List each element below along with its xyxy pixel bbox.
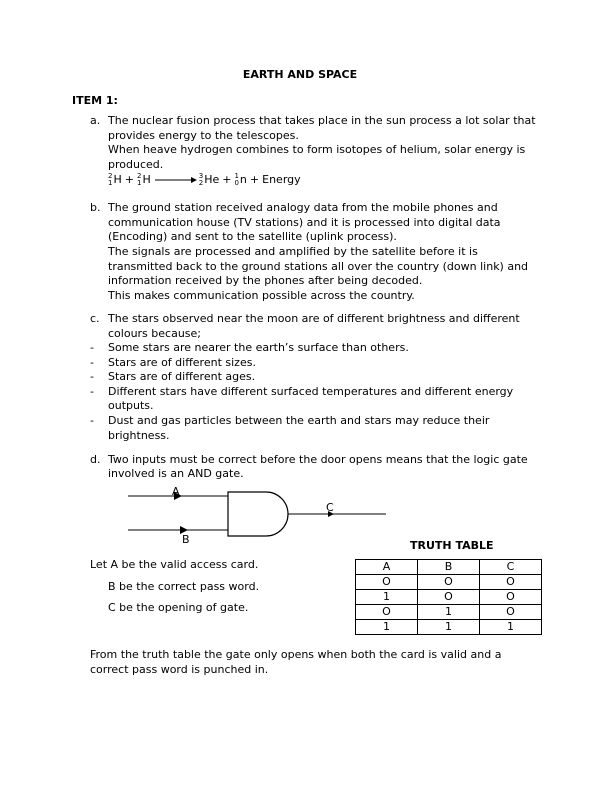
section-b-label: b. — [90, 201, 101, 214]
text-line: provides energy to the telescopes. — [108, 129, 299, 142]
bullet-dash: - — [90, 385, 94, 398]
section-c-label: c. — [90, 312, 100, 325]
nuclide-symbol: n — [239, 173, 247, 186]
plus-sign: + — [249, 173, 260, 186]
bullet-item: Stars are of different ages. — [108, 370, 256, 383]
and-gate-symbol-icon — [228, 492, 288, 536]
nuclide-numbers: 2 1 — [108, 171, 113, 187]
text-line: information received by the phones after being decoded. — [108, 274, 423, 287]
table-header-cell: B — [418, 560, 480, 575]
text-line: The nuclear fusion process that takes place in the sun process a lot solar that — [108, 114, 536, 127]
energy-term: Energy — [262, 173, 301, 186]
table-cell: O — [356, 605, 418, 620]
bullet-item: Some stars are nearer the earth’s surface than others. — [108, 341, 409, 354]
gate-label-a: A — [172, 485, 180, 498]
text-line: produced. — [108, 158, 164, 171]
gate-label-b: B — [182, 533, 190, 546]
table-cell: O — [480, 605, 542, 620]
and-gate-diagram — [118, 480, 398, 550]
nuclide-symbol: He — [204, 173, 220, 186]
table-cell: 1 — [480, 620, 542, 635]
table-row — [356, 605, 542, 620]
table-cell: 1 — [356, 590, 418, 605]
bullet-item: Stars are of different sizes. — [108, 356, 256, 369]
nuclide-numbers: 2 1 — [136, 171, 142, 187]
gate-label-c: C — [326, 501, 334, 514]
fusion-equation — [108, 172, 301, 187]
bullet-item: Different stars have different surfaced temperatures and different energy — [108, 385, 514, 398]
text-line: communication house (TV stations) and it is processed into digital data — [108, 216, 501, 229]
bullet-dash: - — [90, 341, 94, 354]
plus-sign: + — [222, 173, 232, 186]
item-heading: ITEM 1: — [72, 94, 118, 107]
page-title: EARTH AND SPACE — [242, 68, 358, 81]
text-line: The stars observed near the moon are of different brightness and different — [108, 312, 520, 325]
bullet-item-continued: outputs. — [108, 399, 154, 412]
table-row — [356, 590, 542, 605]
table-cell: O — [356, 575, 418, 590]
definition-a: Let A be the valid access card. — [90, 558, 259, 571]
conclusion-line: correct pass word is punched in. — [90, 663, 269, 676]
text-line: Two inputs must be correct before the door opens means that the logic gate — [108, 453, 528, 466]
table-cell: 1 — [356, 620, 418, 635]
text-line: colours because; — [108, 327, 202, 340]
text-line: When heave hydrogen combines to form isotopes of helium, solar energy is — [108, 143, 526, 156]
table-header-cell: A — [356, 560, 418, 575]
nuclide-symbol: H — [113, 173, 122, 186]
section-d-label: d. — [90, 453, 101, 466]
table-cell: O — [418, 590, 480, 605]
bullet-item: Dust and gas particles between the earth and stars may reduce their — [108, 414, 490, 427]
text-line: The ground station received analogy data from the mobile phones and — [108, 201, 498, 214]
table-header-cell: C — [480, 560, 542, 575]
table-row — [356, 575, 542, 590]
nuclide-numbers: 1 0 — [234, 171, 239, 187]
bullet-dash: - — [90, 414, 94, 427]
bullet-dash: - — [90, 356, 94, 369]
text-line: The signals are processed and amplified by the satellite before it is — [108, 245, 478, 258]
plus-sign: + — [124, 173, 134, 186]
table-cell: O — [418, 575, 480, 590]
bullet-dash: - — [90, 370, 94, 383]
text-line: This makes communication possible across the country. — [108, 289, 415, 302]
definition-c: C be the opening of gate. — [108, 601, 249, 614]
bullet-item-continued: brightness. — [108, 429, 170, 442]
conclusion-line: From the truth table the gate only opens when both the card is valid and a — [90, 648, 502, 661]
table-row — [356, 620, 542, 635]
table-cell: O — [480, 575, 542, 590]
truth-table-title: TRUTH TABLE — [410, 539, 494, 552]
text-line: transmitted back to the ground stations all over the country (down link) and — [108, 260, 529, 273]
text-line: (Encoding) and sent to the satellite (uplink process). — [108, 230, 397, 243]
text-line: involved is an AND gate. — [108, 467, 244, 480]
section-a-label: a. — [90, 114, 101, 127]
definition-b: B be the correct pass word. — [108, 580, 260, 593]
truth-table — [355, 559, 542, 635]
table-header-row — [356, 560, 542, 575]
nuclide-numbers: 3 2 — [198, 171, 204, 187]
reaction-arrow-icon — [153, 175, 197, 185]
table-cell: 1 — [418, 620, 480, 635]
nuclide-symbol: H — [142, 173, 151, 186]
table-cell: O — [480, 590, 542, 605]
table-cell: 1 — [418, 605, 480, 620]
